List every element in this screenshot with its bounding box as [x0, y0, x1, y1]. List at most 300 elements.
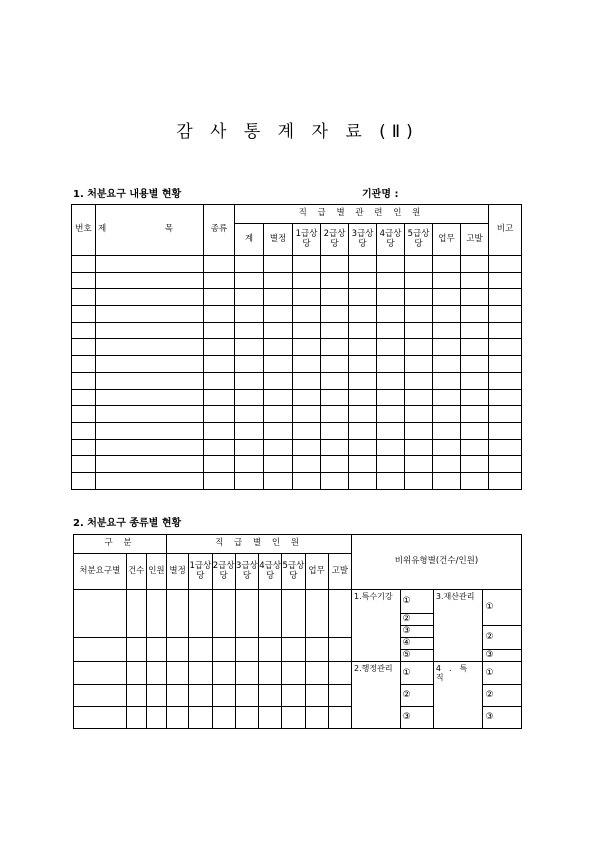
- input-cell[interactable]: [349, 256, 377, 273]
- table-row: [72, 439, 522, 456]
- input-cell[interactable]: [321, 322, 349, 339]
- input-cell[interactable]: [321, 372, 349, 389]
- input-cell[interactable]: [96, 322, 204, 339]
- input-cell[interactable]: [328, 590, 351, 638]
- input-cell[interactable]: [96, 422, 204, 439]
- input-cell[interactable]: [489, 339, 522, 356]
- input-cell[interactable]: [72, 322, 96, 339]
- input-cell[interactable]: [204, 322, 235, 339]
- input-cell[interactable]: [349, 339, 377, 356]
- input-cell[interactable]: [235, 322, 264, 339]
- input-cell[interactable]: [328, 662, 351, 685]
- input-cell[interactable]: [489, 322, 522, 339]
- input-cell[interactable]: [282, 707, 305, 729]
- input-cell[interactable]: [293, 406, 321, 423]
- input-cell[interactable]: [433, 289, 461, 306]
- input-cell[interactable]: [461, 356, 489, 373]
- input-cell[interactable]: [305, 638, 328, 662]
- input-cell[interactable]: [461, 389, 489, 406]
- input-cell[interactable]: [146, 662, 166, 685]
- input-cell[interactable]: [235, 256, 264, 273]
- input-cell[interactable]: [204, 306, 235, 323]
- input-cell[interactable]: [204, 339, 235, 356]
- input-cell[interactable]: [72, 256, 96, 273]
- input-cell[interactable]: [461, 372, 489, 389]
- input-cell[interactable]: [235, 707, 258, 729]
- input-cell[interactable]: [146, 638, 166, 662]
- circled-number: ③: [483, 650, 522, 662]
- input-cell[interactable]: [96, 289, 204, 306]
- input-cell[interactable]: [433, 456, 461, 473]
- input-cell[interactable]: [74, 662, 127, 685]
- input-cell[interactable]: [405, 339, 433, 356]
- input-cell[interactable]: [96, 372, 204, 389]
- input-cell[interactable]: [189, 638, 212, 662]
- input-cell[interactable]: [461, 289, 489, 306]
- table-row: [72, 256, 522, 273]
- input-cell[interactable]: [264, 306, 293, 323]
- input-cell[interactable]: [264, 289, 293, 306]
- input-cell[interactable]: [377, 322, 405, 339]
- input-cell[interactable]: [377, 256, 405, 273]
- header-rank-3: 3급상당: [349, 224, 377, 256]
- input-cell[interactable]: [212, 662, 235, 685]
- input-cell[interactable]: [74, 707, 127, 729]
- input-cell[interactable]: [293, 456, 321, 473]
- input-cell[interactable]: [377, 306, 405, 323]
- input-cell[interactable]: [235, 406, 264, 423]
- input-cell[interactable]: [489, 439, 522, 456]
- input-cell[interactable]: [189, 662, 212, 685]
- input-cell[interactable]: [293, 289, 321, 306]
- input-cell[interactable]: [126, 638, 146, 662]
- header-remark: 비고: [489, 205, 522, 256]
- input-cell[interactable]: [264, 439, 293, 456]
- table-row: [72, 422, 522, 439]
- input-cell[interactable]: [377, 372, 405, 389]
- input-cell[interactable]: [235, 389, 264, 406]
- input-cell[interactable]: [293, 389, 321, 406]
- org-name-label: 기관명 :: [362, 189, 399, 200]
- input-cell[interactable]: [405, 389, 433, 406]
- input-cell[interactable]: [489, 356, 522, 373]
- input-cell[interactable]: [328, 685, 351, 707]
- input-cell[interactable]: [204, 372, 235, 389]
- input-cell[interactable]: [305, 707, 328, 729]
- input-cell[interactable]: [212, 590, 235, 638]
- circled-number: ③: [400, 707, 433, 729]
- input-cell[interactable]: [489, 456, 522, 473]
- input-cell[interactable]: [433, 256, 461, 273]
- input-cell[interactable]: [377, 406, 405, 423]
- input-cell[interactable]: [489, 256, 522, 273]
- input-cell[interactable]: [204, 272, 235, 289]
- input-cell[interactable]: [349, 456, 377, 473]
- input-cell[interactable]: [96, 456, 204, 473]
- input-cell[interactable]: [212, 685, 235, 707]
- disposal-kind-table: [73, 534, 522, 729]
- input-cell[interactable]: [126, 662, 146, 685]
- input-cell[interactable]: [96, 389, 204, 406]
- header-rank-2: 2급상당: [321, 224, 349, 256]
- input-cell[interactable]: [489, 272, 522, 289]
- input-cell[interactable]: [305, 590, 328, 638]
- input-cell[interactable]: [321, 472, 349, 489]
- table-row: [72, 356, 522, 373]
- input-cell[interactable]: [264, 422, 293, 439]
- circled-number: ①: [400, 662, 433, 685]
- input-cell[interactable]: [235, 662, 258, 685]
- input-cell[interactable]: [305, 685, 328, 707]
- table-row: [72, 322, 522, 339]
- input-cell[interactable]: [377, 339, 405, 356]
- input-cell[interactable]: [72, 306, 96, 323]
- input-cell[interactable]: [377, 389, 405, 406]
- input-cell[interactable]: [489, 372, 522, 389]
- input-cell[interactable]: [146, 685, 166, 707]
- input-cell[interactable]: [349, 272, 377, 289]
- input-cell[interactable]: [259, 685, 282, 707]
- input-cell[interactable]: [433, 356, 461, 373]
- header-rank-total: 계: [235, 224, 264, 256]
- circled-number: ②: [400, 614, 433, 626]
- input-cell[interactable]: [212, 707, 235, 729]
- input-cell[interactable]: [235, 638, 258, 662]
- input-cell[interactable]: [433, 422, 461, 439]
- input-cell[interactable]: [293, 272, 321, 289]
- input-cell[interactable]: [377, 356, 405, 373]
- input-cell[interactable]: [74, 638, 127, 662]
- input-cell[interactable]: [461, 472, 489, 489]
- input-cell[interactable]: [235, 356, 264, 373]
- input-cell[interactable]: [433, 389, 461, 406]
- input-cell[interactable]: [293, 306, 321, 323]
- input-cell[interactable]: [461, 456, 489, 473]
- header2-rank-accuse: 고발: [328, 554, 351, 590]
- input-cell[interactable]: [96, 406, 204, 423]
- input-cell[interactable]: [235, 685, 258, 707]
- header-rank-group: 직 급 별 관 련 인 원: [235, 205, 489, 224]
- input-cell[interactable]: [235, 306, 264, 323]
- header-kind: 종류: [204, 205, 235, 256]
- header-rank-5: 5급상당: [405, 224, 433, 256]
- input-cell[interactable]: [264, 256, 293, 273]
- header2-rank-2: 2급상당: [212, 554, 235, 590]
- input-cell[interactable]: [204, 439, 235, 456]
- input-cell[interactable]: [461, 322, 489, 339]
- input-cell[interactable]: [489, 389, 522, 406]
- input-cell[interactable]: [96, 306, 204, 323]
- header2-rank-5: 5급상당: [282, 554, 305, 590]
- header2-rank-1: 1급상당: [189, 554, 212, 590]
- header-rank-group-2: 직 급 별 인 원: [167, 535, 352, 554]
- page-title: 감 사 통 계 자 료 (Ⅱ): [176, 122, 419, 142]
- input-cell[interactable]: [293, 256, 321, 273]
- header2-rank-special: 별정: [167, 554, 189, 590]
- input-cell[interactable]: [126, 590, 146, 638]
- input-cell[interactable]: [72, 439, 96, 456]
- header-count: 건수: [126, 554, 146, 590]
- input-cell[interactable]: [235, 289, 264, 306]
- input-cell[interactable]: [167, 685, 189, 707]
- input-cell[interactable]: [405, 372, 433, 389]
- input-cell[interactable]: [264, 322, 293, 339]
- input-cell[interactable]: [433, 306, 461, 323]
- section2-heading: 2. 처분요구 종류별 현황: [73, 518, 182, 529]
- category-admin-management: 2.행정관리: [352, 662, 401, 729]
- table-row: [72, 372, 522, 389]
- input-cell[interactable]: [461, 256, 489, 273]
- circled-number: ①: [483, 590, 522, 626]
- input-cell[interactable]: [293, 439, 321, 456]
- input-cell[interactable]: [328, 638, 351, 662]
- table-row: [72, 406, 522, 423]
- header-violation: 비위유형별(건수/인원): [352, 535, 522, 590]
- input-cell[interactable]: [461, 272, 489, 289]
- input-cell[interactable]: [405, 406, 433, 423]
- input-cell[interactable]: [293, 372, 321, 389]
- table-row: [72, 306, 522, 323]
- input-cell[interactable]: [167, 590, 189, 638]
- input-cell[interactable]: [146, 707, 166, 729]
- input-cell[interactable]: [72, 372, 96, 389]
- input-cell[interactable]: [377, 289, 405, 306]
- input-cell[interactable]: [433, 472, 461, 489]
- input-cell[interactable]: [461, 306, 489, 323]
- input-cell[interactable]: [433, 272, 461, 289]
- input-cell[interactable]: [264, 272, 293, 289]
- input-cell[interactable]: [212, 638, 235, 662]
- input-cell[interactable]: [204, 472, 235, 489]
- input-cell[interactable]: [349, 372, 377, 389]
- input-cell[interactable]: [235, 422, 264, 439]
- input-cell[interactable]: [126, 685, 146, 707]
- input-cell[interactable]: [405, 256, 433, 273]
- input-cell[interactable]: [321, 339, 349, 356]
- input-cell[interactable]: [321, 456, 349, 473]
- input-cell[interactable]: [264, 472, 293, 489]
- input-cell[interactable]: [321, 289, 349, 306]
- input-cell[interactable]: [349, 406, 377, 423]
- circled-number: ⑤: [400, 650, 433, 662]
- table-row: [72, 389, 522, 406]
- input-cell[interactable]: [282, 590, 305, 638]
- input-cell[interactable]: [72, 272, 96, 289]
- input-cell[interactable]: [405, 422, 433, 439]
- input-cell[interactable]: [204, 456, 235, 473]
- input-cell[interactable]: [461, 339, 489, 356]
- input-cell[interactable]: [321, 306, 349, 323]
- input-cell[interactable]: [461, 439, 489, 456]
- input-cell[interactable]: [433, 372, 461, 389]
- input-cell[interactable]: [321, 439, 349, 456]
- header-no: 번호: [72, 205, 96, 256]
- table-row: [72, 289, 522, 306]
- input-cell[interactable]: [405, 289, 433, 306]
- input-cell[interactable]: [433, 439, 461, 456]
- input-cell[interactable]: [72, 472, 96, 489]
- header-subject: 제 목: [96, 205, 204, 256]
- circled-number: ①: [483, 662, 522, 685]
- input-cell[interactable]: [305, 662, 328, 685]
- input-cell[interactable]: [293, 339, 321, 356]
- input-cell[interactable]: [461, 406, 489, 423]
- category-special-discipline: 1.특수기강: [352, 590, 401, 662]
- input-cell[interactable]: [321, 422, 349, 439]
- input-cell[interactable]: [461, 422, 489, 439]
- input-cell[interactable]: [235, 372, 264, 389]
- input-cell[interactable]: [264, 339, 293, 356]
- input-cell[interactable]: [293, 422, 321, 439]
- circled-number: ③: [483, 707, 522, 729]
- input-cell[interactable]: [74, 590, 127, 638]
- circled-number: ③: [400, 626, 433, 638]
- input-cell[interactable]: [349, 289, 377, 306]
- input-cell[interactable]: [321, 389, 349, 406]
- section1-heading: 1. 처분요구 내용별 현황: [73, 189, 182, 200]
- input-cell[interactable]: [72, 422, 96, 439]
- input-cell[interactable]: [72, 389, 96, 406]
- input-cell[interactable]: [489, 472, 522, 489]
- input-cell[interactable]: [282, 638, 305, 662]
- input-cell[interactable]: [377, 439, 405, 456]
- input-cell[interactable]: [167, 707, 189, 729]
- input-cell[interactable]: [204, 356, 235, 373]
- input-cell[interactable]: [349, 472, 377, 489]
- input-cell[interactable]: [235, 439, 264, 456]
- table-row: [72, 272, 522, 289]
- input-cell[interactable]: [264, 389, 293, 406]
- input-cell[interactable]: [167, 638, 189, 662]
- category-property-management: 3.재산관리: [433, 590, 483, 662]
- input-cell[interactable]: [235, 272, 264, 289]
- input-cell[interactable]: [259, 662, 282, 685]
- disposal-content-table: [71, 204, 522, 490]
- input-cell[interactable]: [146, 590, 166, 638]
- input-cell[interactable]: [433, 322, 461, 339]
- input-cell[interactable]: [259, 590, 282, 638]
- input-cell[interactable]: [405, 456, 433, 473]
- input-cell[interactable]: [405, 306, 433, 323]
- header2-rank-3: 3급상당: [235, 554, 258, 590]
- input-cell[interactable]: [321, 356, 349, 373]
- header2-rank-work: 업무: [305, 554, 328, 590]
- input-cell[interactable]: [167, 662, 189, 685]
- header-persons: 인원: [146, 554, 166, 590]
- input-cell[interactable]: [72, 339, 96, 356]
- input-cell[interactable]: [349, 322, 377, 339]
- input-cell[interactable]: [264, 406, 293, 423]
- input-cell[interactable]: [204, 389, 235, 406]
- input-cell[interactable]: [72, 406, 96, 423]
- input-cell[interactable]: [96, 272, 204, 289]
- input-cell[interactable]: [264, 372, 293, 389]
- input-cell[interactable]: [72, 356, 96, 373]
- input-cell[interactable]: [433, 406, 461, 423]
- input-cell[interactable]: [293, 356, 321, 373]
- input-cell[interactable]: [282, 662, 305, 685]
- header-disposal: 처분요구별: [74, 554, 127, 590]
- input-cell[interactable]: [189, 685, 212, 707]
- input-cell[interactable]: [349, 439, 377, 456]
- input-cell[interactable]: [235, 472, 264, 489]
- input-cell[interactable]: [259, 638, 282, 662]
- header-rank-accuse: 고발: [461, 224, 489, 256]
- input-cell[interactable]: [405, 356, 433, 373]
- input-cell[interactable]: [405, 439, 433, 456]
- header-rank-work: 업무: [433, 224, 461, 256]
- input-cell[interactable]: [489, 289, 522, 306]
- input-cell[interactable]: [189, 707, 212, 729]
- input-cell[interactable]: [72, 289, 96, 306]
- input-cell[interactable]: [405, 272, 433, 289]
- input-cell[interactable]: [293, 322, 321, 339]
- input-cell[interactable]: [489, 422, 522, 439]
- header-rank-4: 4급상당: [377, 224, 405, 256]
- input-cell[interactable]: [405, 472, 433, 489]
- input-cell[interactable]: [126, 707, 146, 729]
- input-cell[interactable]: [204, 289, 235, 306]
- input-cell[interactable]: [349, 356, 377, 373]
- input-cell[interactable]: [96, 339, 204, 356]
- input-cell[interactable]: [377, 456, 405, 473]
- input-cell[interactable]: [264, 356, 293, 373]
- input-cell[interactable]: [377, 422, 405, 439]
- input-cell[interactable]: [489, 306, 522, 323]
- input-cell[interactable]: [96, 439, 204, 456]
- input-cell[interactable]: [489, 406, 522, 423]
- circled-number: ①: [400, 590, 433, 614]
- input-cell[interactable]: [259, 707, 282, 729]
- header2-rank-4: 4급상당: [259, 554, 282, 590]
- input-cell[interactable]: [349, 389, 377, 406]
- header-rank-special: 별정: [264, 224, 293, 256]
- input-cell[interactable]: [377, 472, 405, 489]
- input-cell[interactable]: [235, 339, 264, 356]
- input-cell[interactable]: [321, 272, 349, 289]
- input-cell[interactable]: [204, 422, 235, 439]
- input-cell[interactable]: [264, 456, 293, 473]
- input-cell[interactable]: [204, 256, 235, 273]
- table-row: [72, 339, 522, 356]
- input-cell[interactable]: [235, 456, 264, 473]
- input-cell[interactable]: [433, 339, 461, 356]
- input-cell[interactable]: [293, 472, 321, 489]
- category-special-duty: 4.특 직: [433, 662, 483, 729]
- input-cell[interactable]: [235, 590, 258, 638]
- input-cell[interactable]: [96, 472, 204, 489]
- input-cell[interactable]: [189, 590, 212, 638]
- table-row: [72, 472, 522, 489]
- input-cell[interactable]: [74, 685, 127, 707]
- circled-number: ④: [400, 638, 433, 650]
- input-cell[interactable]: [349, 422, 377, 439]
- header-rank-1: 1급상당: [293, 224, 321, 256]
- input-cell[interactable]: [405, 322, 433, 339]
- input-cell[interactable]: [282, 685, 305, 707]
- input-cell[interactable]: [72, 456, 96, 473]
- header-division: 구 분: [74, 535, 167, 554]
- input-cell[interactable]: [321, 406, 349, 423]
- table-row: [72, 456, 522, 473]
- input-cell[interactable]: [349, 306, 377, 323]
- input-cell[interactable]: [328, 707, 351, 729]
- input-cell[interactable]: [321, 256, 349, 273]
- input-cell[interactable]: [96, 356, 204, 373]
- input-cell[interactable]: [204, 406, 235, 423]
- input-cell[interactable]: [377, 272, 405, 289]
- input-cell[interactable]: [96, 256, 204, 273]
